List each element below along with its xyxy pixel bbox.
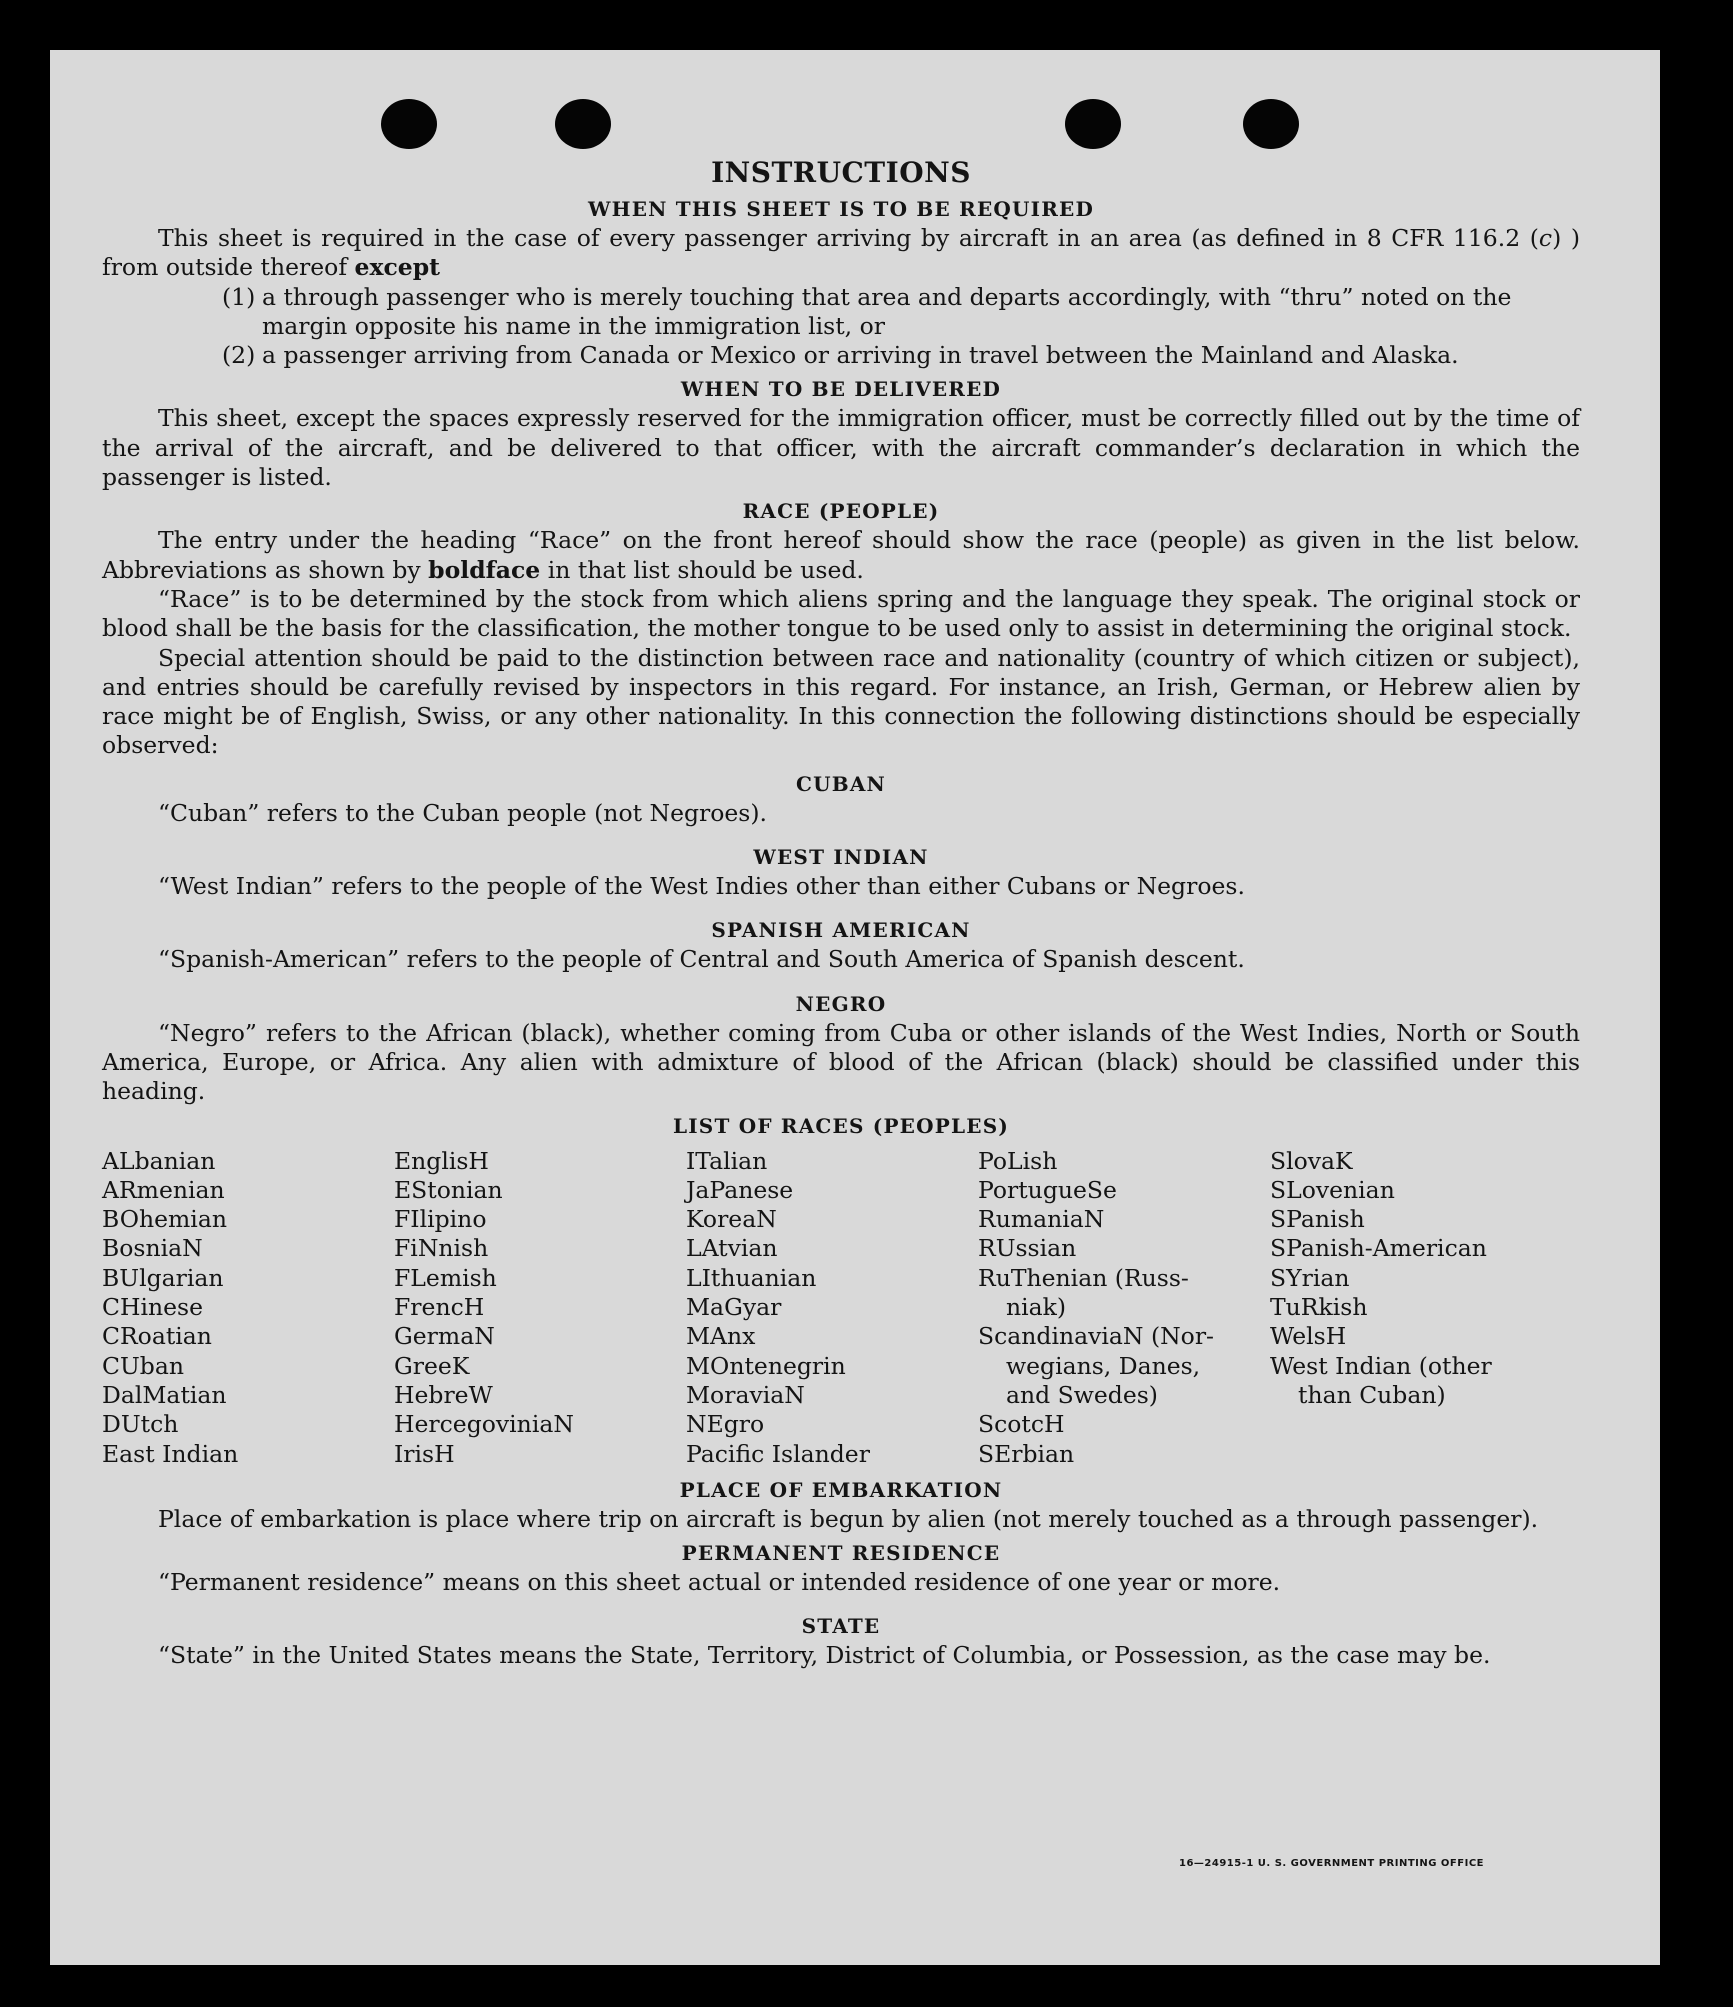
negro-text: “Negro” refers to the African (black), whether coming from Cuba or other islands of the West Indies, North or South America, Europe, or Africa. Any alien with admixture of blood of the African (black) should be classified under this heading.	[102, 1018, 1580, 1106]
race-item: HebreW	[394, 1380, 493, 1409]
race-item: ARmenian	[102, 1175, 225, 1204]
race-item: SLovenian	[1270, 1175, 1395, 1204]
race-item: MaGyar	[686, 1293, 782, 1322]
list-item-text: a passenger arriving from Canada or Mexico or arriving in travel between the Mainland and Alaska.	[262, 341, 1459, 370]
printing-office-note: 16—24915-1 U. S. GOVERNMENT PRINTING OFFICE	[1179, 1858, 1484, 1869]
race-item: Pacific Islander	[686, 1439, 870, 1468]
cuban-text: “Cuban” refers to the Cuban people (not Negroes).	[158, 798, 768, 827]
section-heading-negro: NEGRO	[795, 991, 887, 1016]
punch-hole	[555, 99, 611, 149]
race-item: ALbanian	[102, 1146, 216, 1175]
list-item-text: a through passenger who is merely touching that area and departs accordingly, with “thru” noted on the margin opposite his name in the immigration list, or	[262, 282, 1512, 340]
race-item: SlovaK	[1270, 1146, 1353, 1175]
race-p1-text: The entry under the heading “Race” on the front hereof should show the race (people) as given in the list below. Abbreviations as shown by	[102, 526, 1580, 584]
race-item: ScandinaviaN (Nor-	[978, 1322, 1214, 1351]
race-item: NEgro	[686, 1410, 765, 1439]
race-item: SPanish-American	[1270, 1234, 1487, 1263]
intro-text: This sheet is required in the case of every passenger arriving by aircraft in an area (as defined in 8 CFR 116.2 (	[158, 224, 1539, 252]
west-indian-text: “West Indian” refers to the people of the West Indies other than either Cubans or Negroes.	[158, 872, 1245, 901]
race-item: EStonian	[394, 1175, 503, 1204]
race-item: RuThenian (Russ-	[978, 1263, 1189, 1292]
section-heading-cuban: CUBAN	[795, 771, 887, 796]
race-item: SErbian	[978, 1439, 1075, 1468]
race-item: GreeK	[394, 1351, 470, 1380]
races-list	[102, 1147, 1580, 1469]
race-item: FrencH	[394, 1293, 485, 1322]
race-item: KoreaN	[686, 1205, 777, 1234]
document-page	[50, 50, 1660, 1965]
race-item: LIthuanian	[686, 1263, 817, 1292]
race-p1-text-post: in that list should be used.	[540, 555, 864, 584]
instructions-content	[102, 156, 1580, 1671]
race-item-continued: and Swedes)	[1006, 1380, 1158, 1409]
when-delivered-text: This sheet, except the spaces expressly reserved for the immigration officer, must be correctly filled out by the time of the arrival of the aircraft, and be delivered to that officer, with the aircraft commander’s declaration in which the passenger is listed.	[102, 404, 1580, 492]
race-item: GermaN	[394, 1322, 495, 1351]
race-item: East Indian	[102, 1439, 239, 1468]
race-paragraph-2: “Race” is to be determined by the stock from which aliens spring and the language they speak. The original stock or blood shall be the basis for the classification, the mother tongue to be used only to assist in determining the original stock.	[102, 584, 1580, 643]
race-item: CRoatian	[102, 1322, 212, 1351]
list-item-number: (2)	[222, 341, 256, 370]
races-column	[1270, 1147, 1562, 1469]
race-paragraph-1	[102, 526, 1580, 585]
race-item: WelsH	[1270, 1322, 1347, 1351]
races-column	[978, 1147, 1270, 1469]
race-item: CUban	[102, 1351, 184, 1380]
race-item: EnglisH	[394, 1146, 489, 1175]
race-item: IrisH	[394, 1439, 455, 1468]
race-item: FIlipino	[394, 1205, 487, 1234]
intro-c: c	[1538, 224, 1553, 252]
race-item: SPanish	[1270, 1205, 1365, 1234]
race-item-continued: wegians, Danes,	[1006, 1351, 1201, 1380]
race-paragraph-3: Special attention should be paid to the distinction between race and nationality (country of which citizen or subject), and entries should be carefully revised by inspectors in this regard. For instance, an Irish, German, or Hebrew alien by race might be of English, Swiss, or any other nationality. In this connection the following distinctions should be especially observed:	[102, 643, 1580, 760]
section-heading-state: STATE	[801, 1614, 881, 1639]
section-heading-race: RACE (PEOPLE)	[742, 499, 940, 524]
races-column	[394, 1147, 686, 1469]
state-text: “State” in the United States means the State, Territory, District of Columbia, or Possession, as the case may be.	[158, 1641, 1491, 1670]
section-heading-when-required: WHEN THIS SHEET IS TO BE REQUIRED	[587, 197, 1095, 221]
section-heading-residence: PERMANENT RESIDENCE	[681, 1541, 1001, 1566]
race-item: RumaniaN	[978, 1205, 1105, 1234]
punch-hole	[381, 99, 437, 149]
list-item	[222, 341, 1580, 370]
race-item: BUlgarian	[102, 1263, 224, 1292]
race-item: PoLish	[978, 1146, 1058, 1175]
race-p1-bold: boldface	[428, 555, 541, 584]
embarkation-text: Place of embarkation is place where trip on aircraft is begun by alien (not merely touched as a through passenger).	[158, 1504, 1539, 1533]
residence-text: “Permanent residence” means on this sheet actual or intended residence of one year or more.	[158, 1568, 1281, 1597]
race-item: JaPanese	[686, 1175, 794, 1204]
intro-except: except	[354, 253, 441, 282]
race-item: DUtch	[102, 1410, 179, 1439]
races-column	[102, 1147, 394, 1469]
race-item: MoraviaN	[686, 1380, 805, 1409]
race-item: SYrian	[1270, 1263, 1350, 1292]
race-item: HercegoviniaN	[394, 1410, 574, 1439]
race-item: CHinese	[102, 1293, 203, 1322]
spanish-american-text: “Spanish-American” refers to the people of Central and South America of Spanish descent.	[158, 945, 1245, 974]
list-item-number: (1)	[222, 282, 256, 311]
race-item: DalMatian	[102, 1380, 227, 1409]
race-item: LAtvian	[686, 1234, 778, 1263]
page-title: INSTRUCTIONS	[711, 156, 971, 189]
intro-text-post: ) ) from outside thereof	[102, 224, 1580, 282]
race-item: ITalian	[686, 1146, 768, 1175]
race-item: BosniaN	[102, 1234, 203, 1263]
race-item: RUssian	[978, 1234, 1077, 1263]
races-column	[686, 1147, 978, 1469]
race-item: TuRkish	[1270, 1293, 1368, 1322]
section-heading-embarkation: PLACE OF EMBARKATION	[679, 1477, 1003, 1502]
race-item: FLemish	[394, 1263, 497, 1292]
list-item	[222, 283, 1580, 342]
when-required-intro	[102, 224, 1580, 283]
race-item-continued: niak)	[1006, 1293, 1067, 1322]
punch-hole	[1065, 99, 1121, 149]
section-heading-spanish-american: SPANISH AMERICAN	[711, 918, 971, 943]
section-heading-list-of-races: LIST OF RACES (PEOPLES)	[672, 1113, 1010, 1138]
race-item: FiNnish	[394, 1234, 489, 1263]
race-item: BOhemian	[102, 1205, 227, 1234]
punch-hole	[1243, 99, 1299, 149]
race-item: ScotcH	[978, 1410, 1065, 1439]
race-item: MOntenegrin	[686, 1351, 846, 1380]
race-item-continued: than Cuban)	[1298, 1380, 1446, 1409]
race-item: PortugueSe	[978, 1175, 1117, 1204]
section-heading-west-indian: WEST INDIAN	[753, 845, 929, 870]
race-item: MAnx	[686, 1322, 756, 1351]
section-heading-when-delivered: WHEN TO BE DELIVERED	[680, 377, 1002, 402]
race-item: West Indian (other	[1270, 1351, 1492, 1380]
